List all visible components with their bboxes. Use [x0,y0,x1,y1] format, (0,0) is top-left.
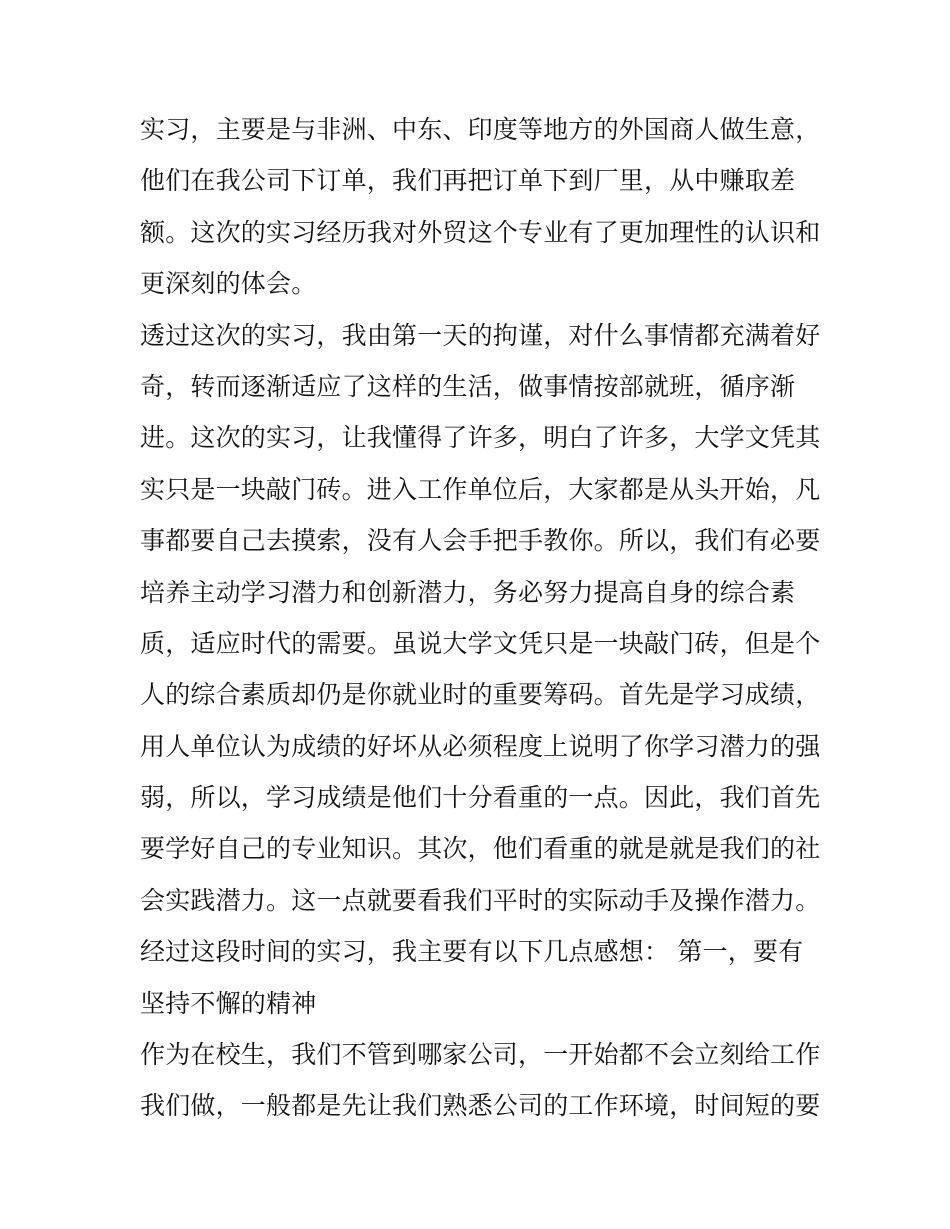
text-line: 用人单位认为成绩的好坏从必须程度上说明了你学习潜力的强 [140,731,821,761]
text-line: 他们在我公司下订单，我们再把订单下到厂里，从中赚取差 [140,166,796,196]
text-line: 坚持不懈的精神 [140,988,317,1018]
text-line: 质，适应时代的需要。虽说大学文凭只是一块敲门砖，但是个 [140,628,821,658]
text-line: 作为在校生，我们不管到哪家公司，一开始都不会立刻给工作 [140,1040,821,1070]
text-line: 要学好自己的专业知识。其次，他们看重的就是就是我们的社 [140,834,821,864]
text-line: 人的综合素质却仍是你就业时的重要筹码。首先是学习成绩， [140,680,821,710]
text-line: 培养主动学习潜力和创新潜力，务必努力提高自身的综合素 [140,577,796,607]
text-line: 经过这段时间的实习，我主要有以下几点感想： 第一，要有 [140,937,804,967]
text-line: 事都要自己去摸索，没有人会手把手教你。所以，我们有必要 [140,526,821,556]
text-line: 弱，所以，学习成绩是他们十分看重的一点。因此，我们首先 [140,783,821,813]
text-line: 实习，主要是与非洲、中东、印度等地方的外国商人做生意， [140,115,821,144]
text-line: 额。这次的实习经历我对外贸这个专业有了更加理性的认识和 [140,217,821,247]
text-line: 进。这次的实习，让我懂得了许多，明白了许多，大学文凭其 [140,423,821,453]
text-line: 奇，转而逐渐适应了这样的生活，做事情按部就班，循序渐 [140,371,796,401]
text-line: 我们做，一般都是先让我们熟悉公司的工作环境，时间短的要 [140,1091,821,1121]
text-line: 实只是一块敲门砖。进入工作单位后，大家都是从头开始，凡 [140,474,821,504]
text-line: 会实践潜力。这一点就要看我们平时的实际动手及操作潜力。 [140,885,821,915]
text-line: 更深刻的体会。 [140,269,317,299]
body-text [140,104,820,1132]
text-line: 透过这次的实习，我由第一天的拘谨，对什么事情都充满着好 [140,320,821,350]
